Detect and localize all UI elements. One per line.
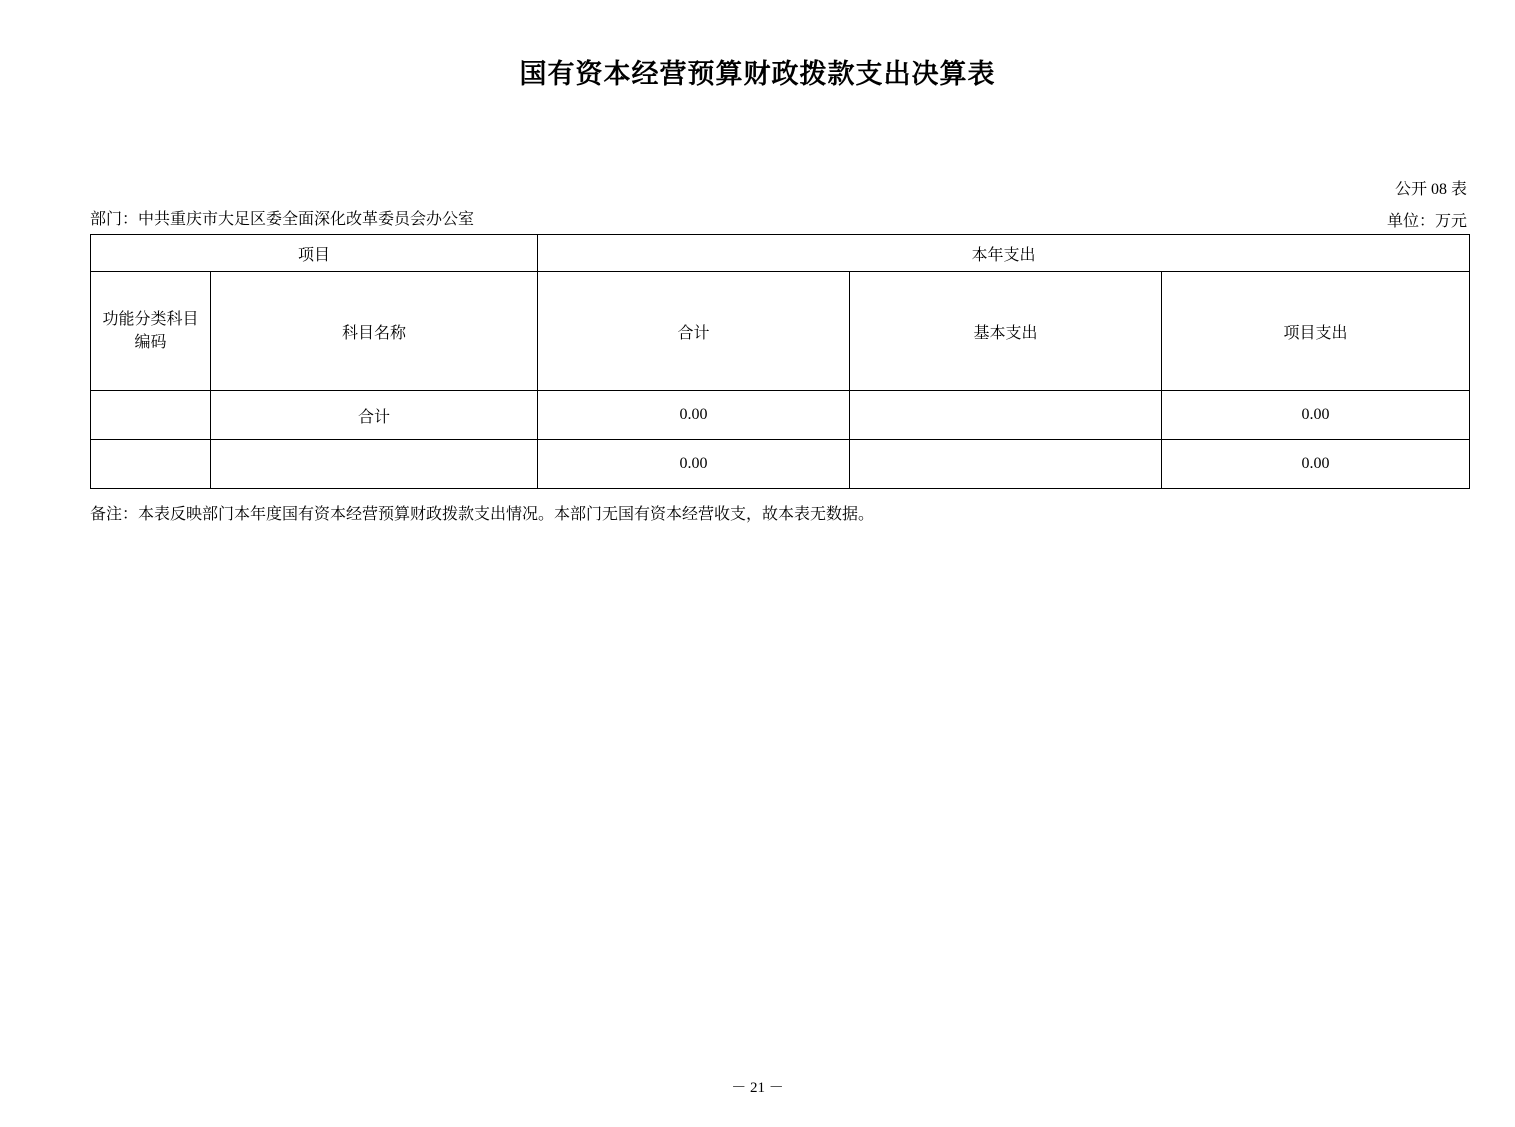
cell-code: [91, 440, 211, 489]
table-row: [91, 391, 1470, 440]
unit-label: 单位：万元: [1386, 213, 1467, 230]
table-note: 备注：本表反映部门本年度国有资本经营预算财政拨款支出情况。本部门无国有资本经营收支，故本表无数据。: [90, 506, 875, 523]
cell-total: 0.00: [538, 440, 850, 489]
cell-name: 合计: [211, 391, 538, 440]
cell-total: 0.00: [538, 391, 850, 440]
cell-code: [91, 391, 211, 440]
form-number: 公开 08 表: [1394, 181, 1467, 198]
header-project: 项目: [91, 235, 538, 272]
page-number: － 21 －: [731, 1080, 784, 1096]
cell-project: 0.00: [1162, 391, 1470, 440]
table-header-group-row: [91, 235, 1470, 272]
header-subject-name: 科目名称: [211, 272, 538, 391]
cell-name: [211, 440, 538, 489]
header-function-code-line2: 编码: [134, 334, 167, 351]
header-basic-expenditure: 基本支出: [850, 272, 1162, 391]
document-page: [0, 58, 1515, 1127]
header-project-expenditure: 项目支出: [1162, 272, 1470, 391]
header-function-code-line1: 功能分类科目: [102, 310, 199, 328]
header-current-year-expenditure: 本年支出: [538, 235, 1470, 272]
budget-table: [90, 234, 1470, 489]
table-row: [91, 440, 1470, 489]
table-header-row: [91, 272, 1470, 391]
cell-basic: [850, 440, 1162, 489]
header-function-code: [91, 272, 211, 391]
cell-project: 0.00: [1162, 440, 1470, 489]
header-total: 合计: [538, 272, 850, 391]
cell-basic: [850, 391, 1162, 440]
page-title: 国有资本经营预算财政拨款支出决算表: [519, 59, 996, 89]
department-label: 部门：中共重庆市大足区委全面深化改革委员会办公室: [90, 211, 475, 228]
